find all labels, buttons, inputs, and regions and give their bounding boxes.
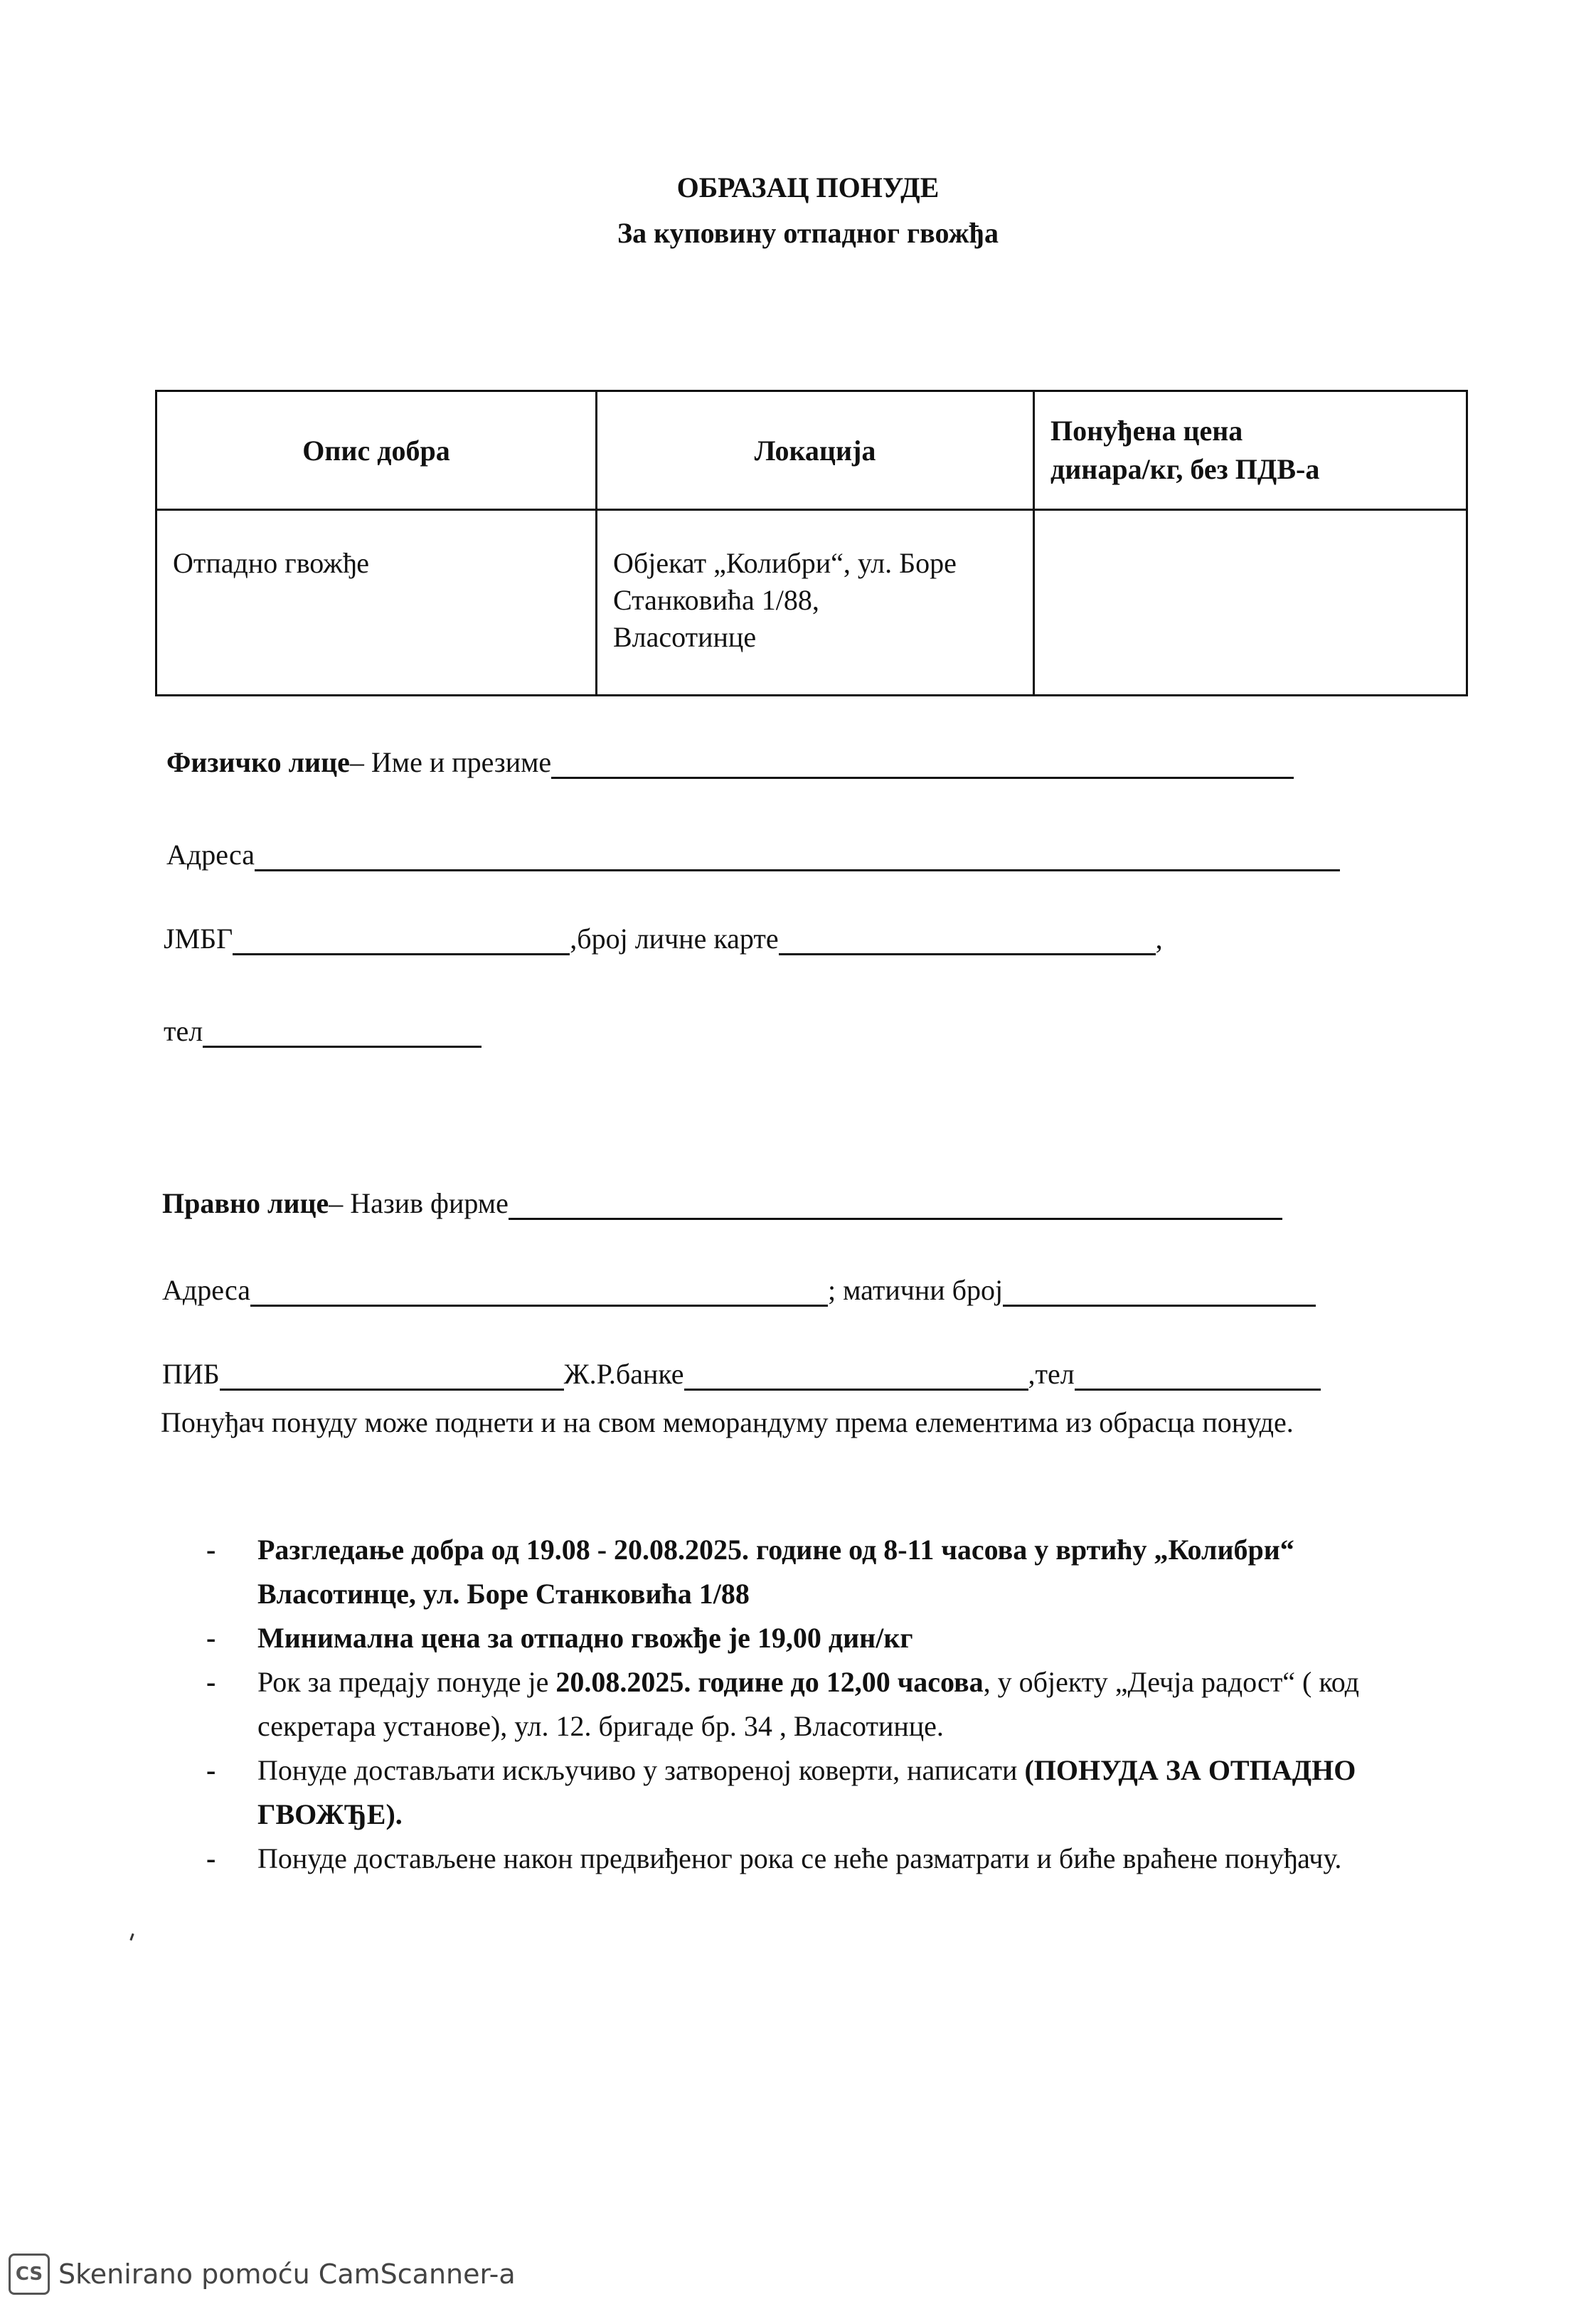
phone-label: тел	[164, 1015, 203, 1047]
legal-person-address-line	[162, 1273, 1316, 1307]
cell-location	[597, 510, 1034, 696]
list-item	[206, 1837, 1380, 1881]
note-deadline-date: 20.08.2025. године до 12,00 часова	[555, 1666, 984, 1698]
company-name-field[interactable]	[509, 1189, 1282, 1220]
pib-line	[162, 1357, 1321, 1391]
name-field[interactable]	[551, 748, 1294, 779]
address-field[interactable]	[255, 841, 1340, 871]
trailing-comma: ,	[1155, 923, 1163, 955]
bank-account-field[interactable]	[684, 1360, 1028, 1391]
pib-label: ПИБ	[162, 1358, 220, 1390]
jmbg-label: ЈМБГ	[164, 923, 233, 955]
legal-phone-label: ,тел	[1028, 1358, 1075, 1390]
list-item	[206, 1748, 1380, 1837]
header-item-description: Опис добра	[156, 391, 597, 510]
scanner-watermark	[9, 2254, 516, 2295]
legal-person-company-line	[162, 1187, 1282, 1220]
bank-account-label: Ж.Р.банке	[563, 1358, 684, 1390]
legal-phone-field[interactable]	[1075, 1360, 1321, 1391]
natural-person-address-line	[166, 838, 1340, 871]
camscanner-logo-icon: CS	[9, 2254, 50, 2295]
document-subtitle: За куповину отпадног гвожђа	[617, 217, 999, 249]
legal-address-field[interactable]	[250, 1276, 828, 1307]
pib-field[interactable]	[220, 1360, 564, 1391]
watermark-text: Skenirano pomoću CamScanner-a	[58, 2258, 516, 2290]
document-title: ОБРАЗАЦ ПОНУДЕ	[676, 171, 940, 203]
note-minimum-price: Минимална цена за отпадно гвожђе је 19,00 дин/кг	[257, 1622, 913, 1654]
notes-list	[206, 1528, 1380, 1881]
header-location: Локација	[597, 391, 1034, 510]
header-offered-price	[1034, 391, 1467, 510]
list-item	[206, 1528, 1380, 1616]
natural-person-name-line	[166, 745, 1294, 779]
id-card-label: ,број личне карте	[570, 923, 779, 955]
list-dash: -	[206, 1534, 216, 1566]
cell-price-field[interactable]	[1034, 510, 1467, 696]
legal-address-label: Адреса	[162, 1274, 250, 1306]
jmbg-field[interactable]	[233, 925, 570, 955]
phone-field[interactable]	[203, 1017, 482, 1048]
table-header-row	[156, 391, 1467, 510]
natural-person-label: Физичко лице	[166, 746, 350, 778]
location-line1: Објекат „Колибри“, ул. Боре	[613, 547, 957, 579]
offer-table	[155, 390, 1468, 696]
cell-item: Отпадно гвожђе	[156, 510, 597, 696]
location-line3: Власотинце	[613, 621, 757, 653]
list-dash: -	[206, 1754, 216, 1786]
registration-number-label: ; матични број	[827, 1274, 1004, 1306]
list-dash: -	[206, 1666, 216, 1698]
note-deadline-c: , у објекту „Дечја радост“ ( код секретара установе), ул. 12. бригаде бр. 34 , Власотинце.	[257, 1666, 1359, 1742]
legal-person-label: Правно лице	[162, 1187, 329, 1219]
jmbg-line	[164, 922, 1163, 955]
scan-mark	[129, 1933, 134, 1941]
location-line2: Станковића 1/88,	[613, 584, 819, 616]
name-label: – Име и презиме	[349, 746, 552, 778]
note-envelope-a: Понуде достављати искључиво у затвореној коверти, написати	[257, 1754, 1025, 1786]
memorandum-note: Понуђач понуду може поднети и на свом меморандуму према елементима из обрасца понуде.	[161, 1406, 1294, 1438]
registration-number-field[interactable]	[1003, 1276, 1316, 1307]
address-label: Адреса	[166, 839, 255, 871]
list-dash: -	[206, 1842, 216, 1874]
note-late-offers: Понуде достављене након предвиђеног рока се неће разматрати и биће враћене понуђачу.	[257, 1842, 1342, 1874]
list-item	[206, 1660, 1380, 1748]
list-item	[206, 1616, 1380, 1660]
id-card-field[interactable]	[779, 925, 1156, 955]
note-envelope-label: (ПОНУДА ЗА ОТПАДНО ГВОЖЂЕ).	[257, 1754, 1356, 1830]
table-row	[156, 510, 1467, 696]
note-viewing: Разгледање добра од 19.08 - 20.08.2025. године од 8-11 часова у вртићу „Колибри“ Власотинце, ул. Боре Станковића 1/88	[257, 1534, 1294, 1610]
header-price-line1: Понуђена цена	[1050, 415, 1243, 447]
note-deadline-a: Рок за предају понуде је	[257, 1666, 556, 1698]
natural-person-phone-line	[164, 1014, 482, 1048]
header-price-line2: динара/кг, без ПДВ-а	[1050, 453, 1320, 485]
list-dash: -	[206, 1622, 216, 1654]
company-label: – Назив фирме	[329, 1187, 509, 1219]
